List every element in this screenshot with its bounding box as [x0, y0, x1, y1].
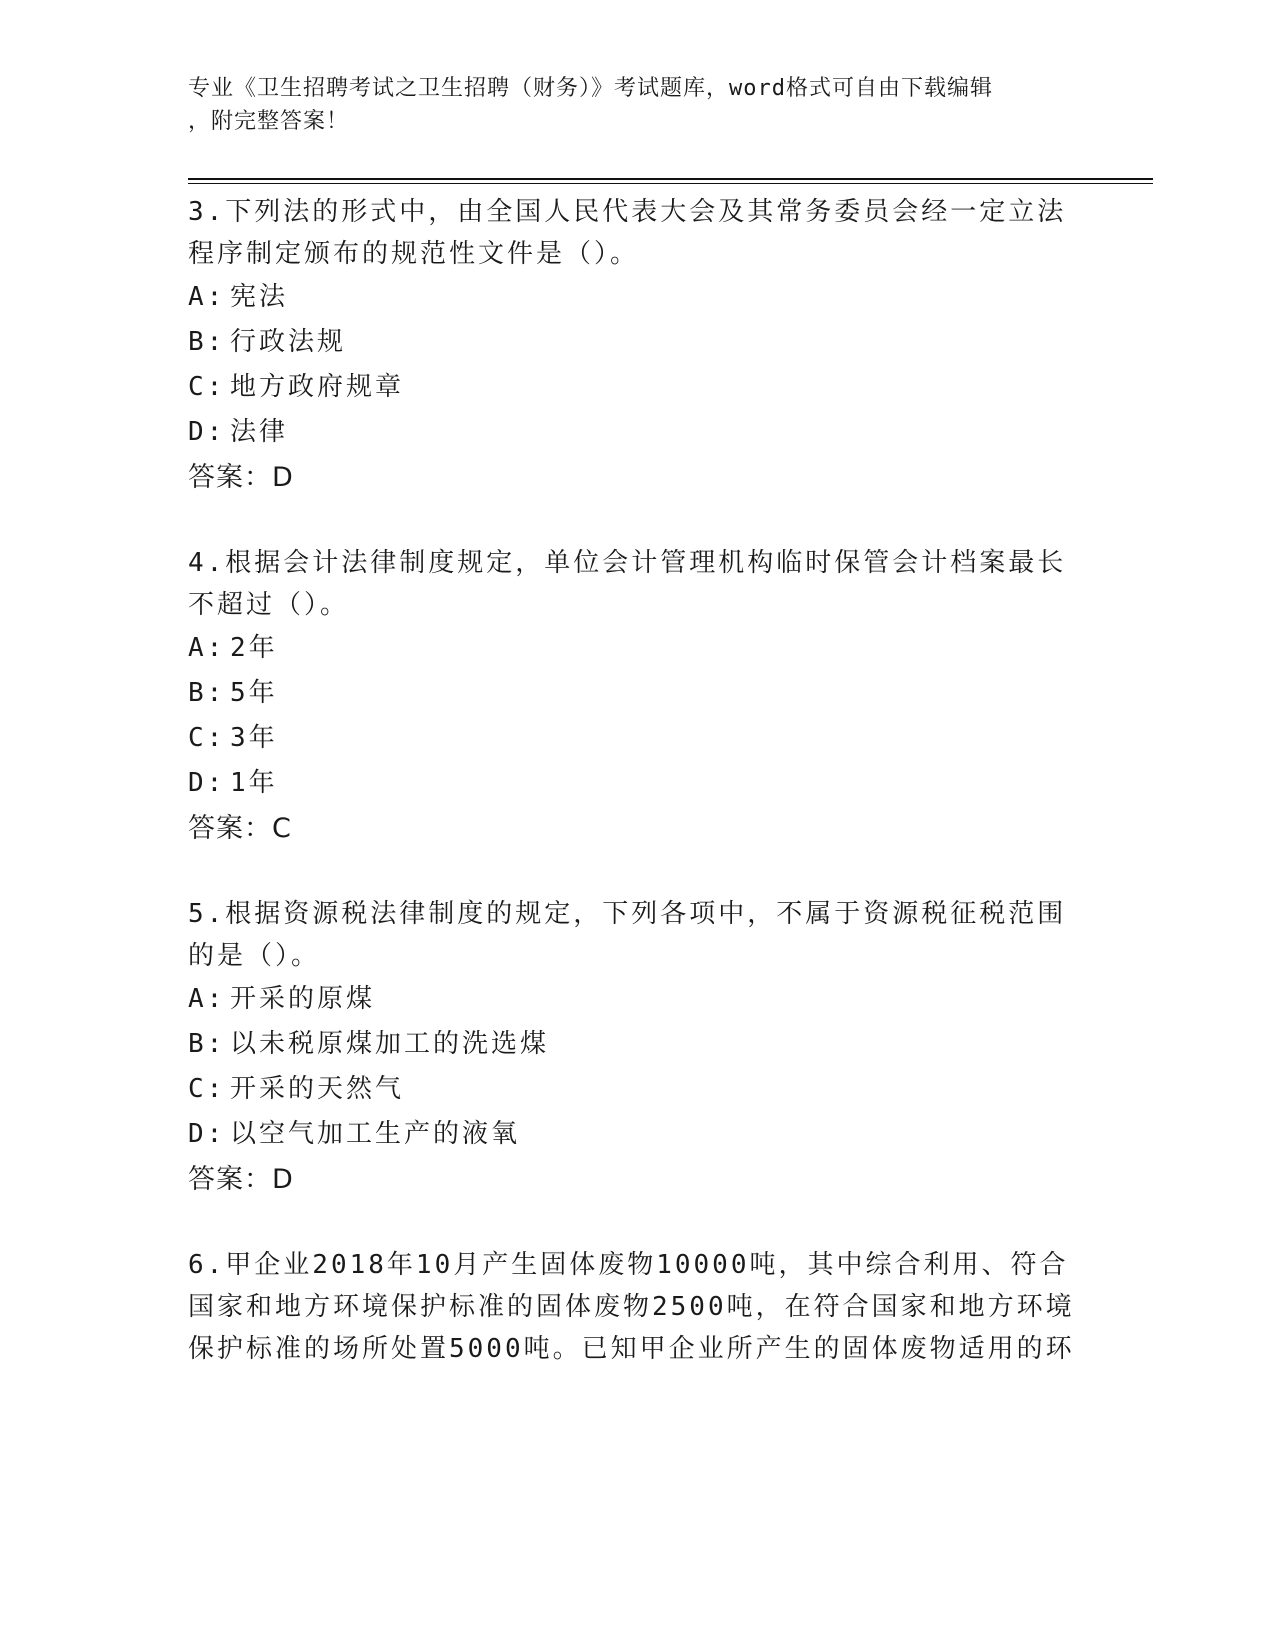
option-key: B: [188, 327, 226, 357]
option-key: C: [188, 723, 226, 753]
document-header [188, 72, 1088, 138]
option-key: A: [188, 633, 226, 663]
question-6-text-line-3: 保护标准的场所处置5000吨。已知甲企业所产生的固体废物适用的环 [188, 1334, 1075, 1364]
question-4 [188, 542, 1088, 851]
option-key: D: [188, 768, 226, 798]
question-3-option-a [188, 275, 1088, 320]
question-5-answer: 答案：D [188, 1164, 294, 1195]
option-text: 2年 [230, 633, 278, 663]
question-4-option-b [188, 671, 1088, 716]
question-5-option-a [188, 977, 1088, 1022]
option-key: B: [188, 1029, 226, 1059]
option-text: 3年 [230, 723, 278, 753]
option-key: B: [188, 678, 226, 708]
question-3-text-line-2: 程序制定颁布的规范性文件是（）。 [188, 239, 640, 269]
option-text: 以空气加工生产的液氧 [230, 1119, 521, 1149]
question-6-text-line-2: 国家和地方环境保护标准的固体废物2500吨，在符合国家和地方环境 [188, 1292, 1075, 1322]
option-text: 行政法规 [230, 327, 347, 357]
option-key: D: [188, 417, 226, 447]
question-4-option-c [188, 716, 1088, 761]
question-4-text-line-1: 4.根据会计法律制度规定，单位会计管理机构临时保管会计档案最长 [188, 548, 1067, 578]
option-text: 地方政府规章 [230, 372, 405, 402]
option-text: 法律 [230, 417, 289, 447]
option-text: 1年 [230, 768, 278, 798]
option-key: C: [188, 1074, 226, 1104]
question-5-option-b [188, 1022, 1088, 1067]
option-key: D: [188, 1119, 226, 1149]
question-4-answer: 答案：C [188, 813, 292, 844]
option-text: 5年 [230, 678, 278, 708]
question-3-option-c [188, 365, 1088, 410]
question-3-answer: 答案：D [188, 462, 294, 493]
question-5-option-c [188, 1067, 1088, 1112]
option-key: A: [188, 984, 226, 1014]
header-divider-thick [188, 178, 1153, 180]
question-6 [188, 1244, 1088, 1370]
option-text: 以未税原煤加工的洗选煤 [230, 1029, 550, 1059]
question-4-option-a [188, 626, 1088, 671]
question-5-option-d [188, 1112, 1088, 1157]
question-6-text-line-1: 6.甲企业2018年10月产生固体废物10000吨，其中综合利用、符合 [188, 1250, 1069, 1280]
header-line-2: ，附完整答案！ [188, 109, 350, 134]
question-5-text-line-1: 5.根据资源税法律制度的规定，下列各项中，不属于资源税征税范围 [188, 899, 1067, 929]
option-key: A: [188, 282, 226, 312]
option-key: C: [188, 372, 226, 402]
question-5-text-line-2: 的是（）。 [188, 941, 321, 971]
question-3-option-b [188, 320, 1088, 365]
question-5 [188, 893, 1088, 1202]
option-text: 宪法 [230, 282, 289, 312]
question-list [188, 191, 1088, 1412]
header-line-1: 专业《卫生招聘考试之卫生招聘（财务）》考试题库，word格式可自由下载编辑 [188, 76, 993, 101]
question-4-option-d [188, 761, 1088, 806]
option-text: 开采的原煤 [230, 984, 376, 1014]
option-text: 开采的天然气 [230, 1074, 405, 1104]
question-3-text-line-1: 3.下列法的形式中，由全国人民代表大会及其常务委员会经一定立法 [188, 197, 1067, 227]
question-4-text-line-2: 不超过（）。 [188, 590, 350, 620]
question-3-option-d [188, 410, 1088, 455]
question-3 [188, 191, 1088, 500]
header-divider-thin [188, 183, 1153, 184]
